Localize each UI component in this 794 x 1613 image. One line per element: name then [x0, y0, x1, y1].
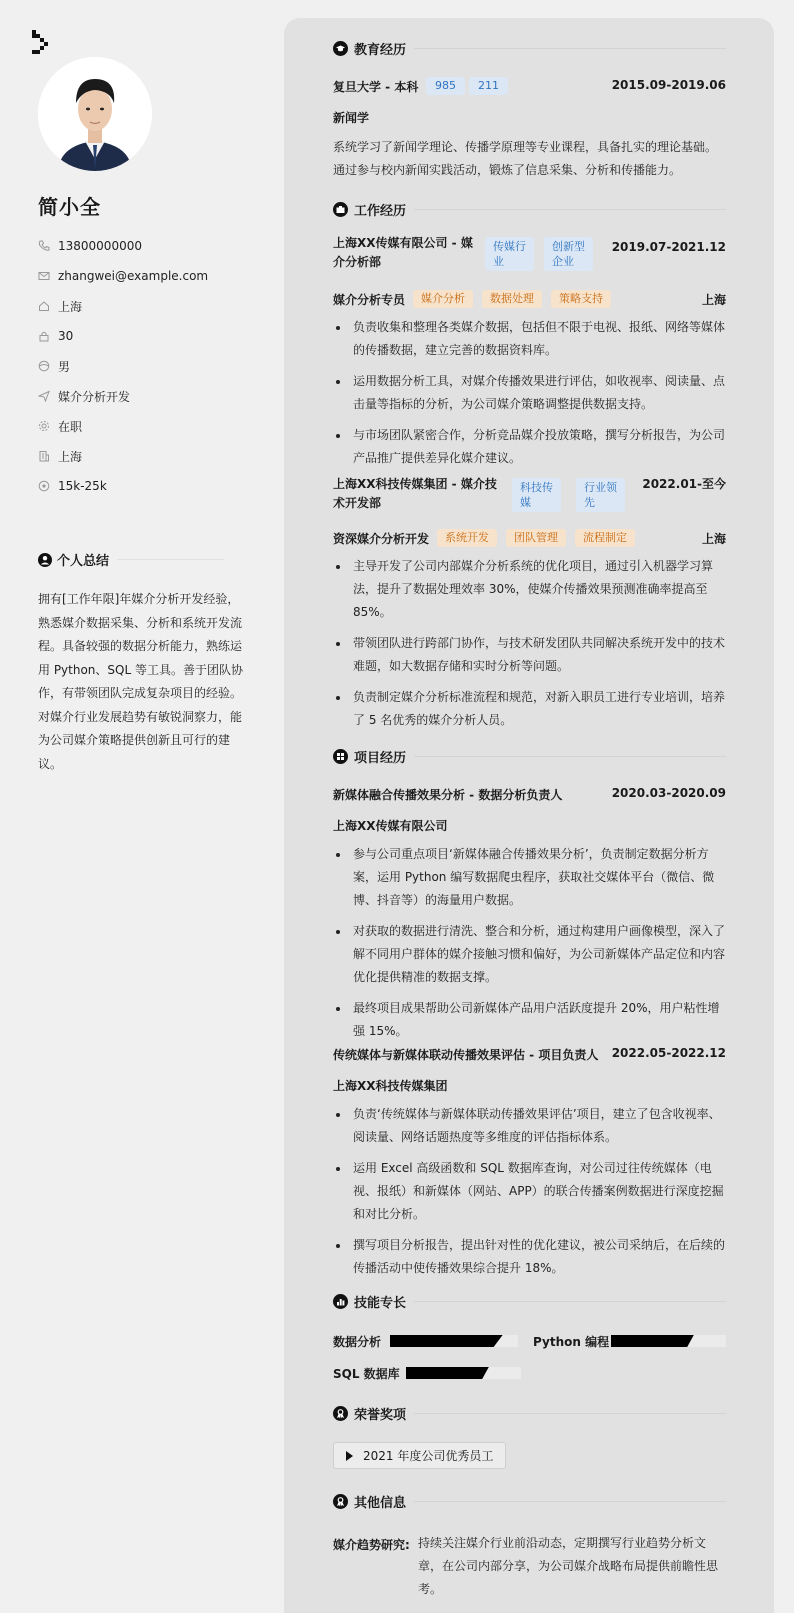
job-tag: 科技传 媒 — [512, 478, 561, 512]
info-email: zhangwei@example.com — [38, 261, 208, 291]
list-item: 带领团队进行跨部门协作，与技术研发团队共同解决系统开发中的技术难题，如大数据存储和实时分析等问题。 — [333, 632, 726, 678]
job-role: 资深媒介分析开发 — [333, 532, 430, 546]
project-date: 2020.03-2020.09 — [611, 786, 726, 800]
divider — [414, 1413, 726, 1414]
job-date: 2022.01-至今 — [642, 477, 726, 491]
list-item: 运用 Excel 高级函数和 SQL 数据库查询，对公司过往传统媒体（电视、报纸）和新媒体（网站、APP）的联合传播案例数据进行深度挖掘和对比分析。 — [333, 1157, 726, 1226]
job-company: 上海XX科技传媒集团 - 媒介技 术开发部 — [333, 477, 497, 510]
skill-bar-fill — [406, 1367, 489, 1379]
skill-tag: 媒介分析 — [413, 290, 473, 308]
skill-tag: 策略支持 — [551, 290, 611, 308]
avatar — [38, 57, 152, 171]
contact-info-list — [38, 231, 208, 501]
skills-heading: 技能专长 — [333, 1292, 726, 1311]
skill-bar-fill — [390, 1335, 503, 1347]
projects-heading: 项目经历 — [333, 747, 726, 766]
award-icon — [333, 1494, 348, 1509]
list-item: 负责制定媒介分析标准流程和规范，对新入职员工进行专业培训，培养了 5 名优秀的媒介分析人员。 — [333, 686, 726, 732]
skill-bar-fill — [611, 1335, 694, 1347]
briefcase-icon — [333, 202, 348, 217]
other-text: 持续关注媒介行业前沿动态，定期撰写行业趋势分析文章，在公司内部分享，为公司媒介战略布局提供前瞻性思考。 — [418, 1536, 719, 1596]
divider — [414, 756, 726, 757]
skill-tag: 流程制定 — [575, 529, 635, 547]
job-tag: 行业领 先 — [576, 478, 625, 512]
other-heading: 其他信息 — [333, 1492, 726, 1511]
info-age: 30 — [38, 321, 208, 351]
list-item: 撰写项目分析报告，提出针对性的优化建议，被公司采纳后，在后续的传播活动中使传播效果综合提升 18%。 — [333, 1234, 726, 1280]
list-item: 负责‘传统媒体与新媒体联动传播效果评估’项目，建立了包含收视率、阅读量、网络话题热度等多维度的评估指标体系。 — [333, 1103, 726, 1149]
info-status: 在职 — [38, 411, 208, 441]
send-icon — [38, 390, 50, 402]
skill-bar — [406, 1367, 521, 1379]
skill-tag: 团队管理 — [506, 529, 566, 547]
divider — [117, 559, 224, 560]
skill-tag: 数据处理 — [482, 290, 542, 308]
info-salary: 15k-25k — [38, 471, 208, 501]
major: 新闻学 — [333, 111, 370, 125]
list-item: 主导开发了公司内部媒介分析系统的优化项目，通过引入机器学习算法，提升了数据处理效率 30%，使媒介传播效果预测准确率提高至 85%。 — [333, 555, 726, 624]
list-item: 对获取的数据进行清洗、整合和分析，通过构建用户画像模型，深入了解不同用户群体的媒介接触习惯和偏好，为公司新媒体产品定位和内容优化提供精准的数据支撑。 — [333, 920, 726, 989]
tag-985: 985 — [426, 77, 465, 95]
phone-icon — [38, 240, 50, 252]
awards-heading: 荣誉奖项 — [333, 1404, 726, 1423]
info-location: 上海 — [38, 291, 208, 321]
logo-icon — [32, 30, 48, 58]
tag-211: 211 — [469, 77, 508, 95]
summary-text: 拥有[工作年限]年媒介分析开发经验，熟悉媒介数据采集、分析和系统开发流程。具备较强的数据分析能力，熟练运用 Python、SQL 等工具。善于团队协作，有带领团队完成复杂项目的经验。对媒介行业发展趋势有敏锐洞察力，能为公司媒介策略提供创新且可行的建议。 — [38, 592, 243, 771]
education-desc: 系统学习了新闻学理论、传播学原理等专业课程，具备扎实的理论基础。通过参与校内新闻实践活动，锻炼了信息采集、分析和传播能力。 — [333, 140, 718, 177]
home-icon — [38, 300, 50, 312]
education-date: 2015.09-2019.06 — [611, 78, 726, 92]
skill-name: Python 编程 — [533, 1335, 610, 1349]
other-label: 媒介趋势研究: — [333, 1538, 410, 1552]
skill-name: SQL 数据库 — [333, 1367, 400, 1381]
info-gender: 男 — [38, 351, 208, 381]
skill-bar — [390, 1335, 518, 1347]
list-item: 与市场团队紧密合作，分析竞品媒介投放策略，撰写分析报告，为公司产品推广提供差异化媒介建议。 — [333, 424, 726, 470]
lock-icon — [38, 330, 50, 342]
project-name: 新媒体融合传播效果分析 - 数据分析负责人 — [333, 788, 563, 802]
sidebar — [0, 0, 260, 1613]
work-heading: 工作经历 — [333, 200, 726, 219]
divider — [414, 209, 726, 210]
candidate-name: 简小全 — [38, 195, 101, 219]
school-name: 复旦大学 - 本科 — [333, 80, 419, 94]
skill-tag: 系统开发 — [437, 529, 497, 547]
globe-icon — [38, 360, 50, 372]
project-bullets — [333, 1103, 726, 1288]
job-bullets — [333, 555, 726, 740]
graduation-icon — [333, 41, 348, 56]
divider — [414, 1501, 726, 1502]
project-bullets — [333, 843, 726, 1051]
divider — [414, 48, 726, 49]
job-tag: 创新型 企业 — [544, 237, 593, 271]
award-icon — [333, 1406, 348, 1421]
list-item: 运用数据分析工具，对媒介传播效果进行评估，如收视率、阅读量、点击量等指标的分析，为公司媒介策略调整提供数据支持。 — [333, 370, 726, 416]
gear-icon — [38, 420, 50, 432]
info-position: 媒介分析开发 — [38, 381, 208, 411]
project-name: 传统媒体与新媒体联动传播效果评估 - 项目负责人 — [333, 1048, 599, 1062]
mail-icon — [38, 270, 50, 282]
info-phone: 13800000000 — [38, 231, 208, 261]
project-company: 上海XX科技传媒集团 — [333, 1079, 448, 1093]
award-item[interactable]: 2021 年度公司优秀员工 — [333, 1442, 506, 1469]
user-circle-icon — [38, 553, 52, 567]
building-icon — [38, 450, 50, 462]
job-company: 上海XX传媒有限公司 - 媒 介分析部 — [333, 236, 473, 269]
job-tag: 传媒行 业 — [485, 237, 534, 271]
list-item: 参与公司重点项目‘新媒体融合传播效果分析’，负责制定数据分析方案，运用 Python 编写数据爬虫程序，获取社交媒体平台（微信、微博、抖音等）的海量用户数据。 — [333, 843, 726, 912]
project-date: 2022.05-2022.12 — [611, 1046, 726, 1060]
list-item: 最终项目成果帮助公司新媒体产品用户活跃度提升 20%，用户粘性增强 15%。 — [333, 997, 726, 1043]
skill-name: 数据分析 — [333, 1335, 382, 1349]
list-item: 负责收集和整理各类媒介数据，包括但不限于电视、报纸、网络等媒体的传播数据，建立完善的数据资料库。 — [333, 316, 726, 362]
project-company: 上海XX传媒有限公司 — [333, 819, 448, 833]
grid-icon — [333, 749, 348, 764]
play-triangle-icon — [346, 1451, 353, 1461]
chart-icon — [333, 1294, 348, 1309]
job-bullets — [333, 316, 726, 478]
skill-bar — [611, 1335, 726, 1347]
job-city: 上海 — [701, 293, 726, 307]
coin-icon — [38, 480, 50, 492]
job-role: 媒介分析专员 — [333, 293, 406, 307]
job-date: 2019.07-2021.12 — [611, 240, 726, 254]
info-city: 上海 — [38, 441, 208, 471]
education-heading: 教育经历 — [333, 39, 726, 58]
divider — [414, 1301, 726, 1302]
job-city: 上海 — [701, 532, 726, 546]
summary-heading: 个人总结 — [38, 550, 224, 569]
